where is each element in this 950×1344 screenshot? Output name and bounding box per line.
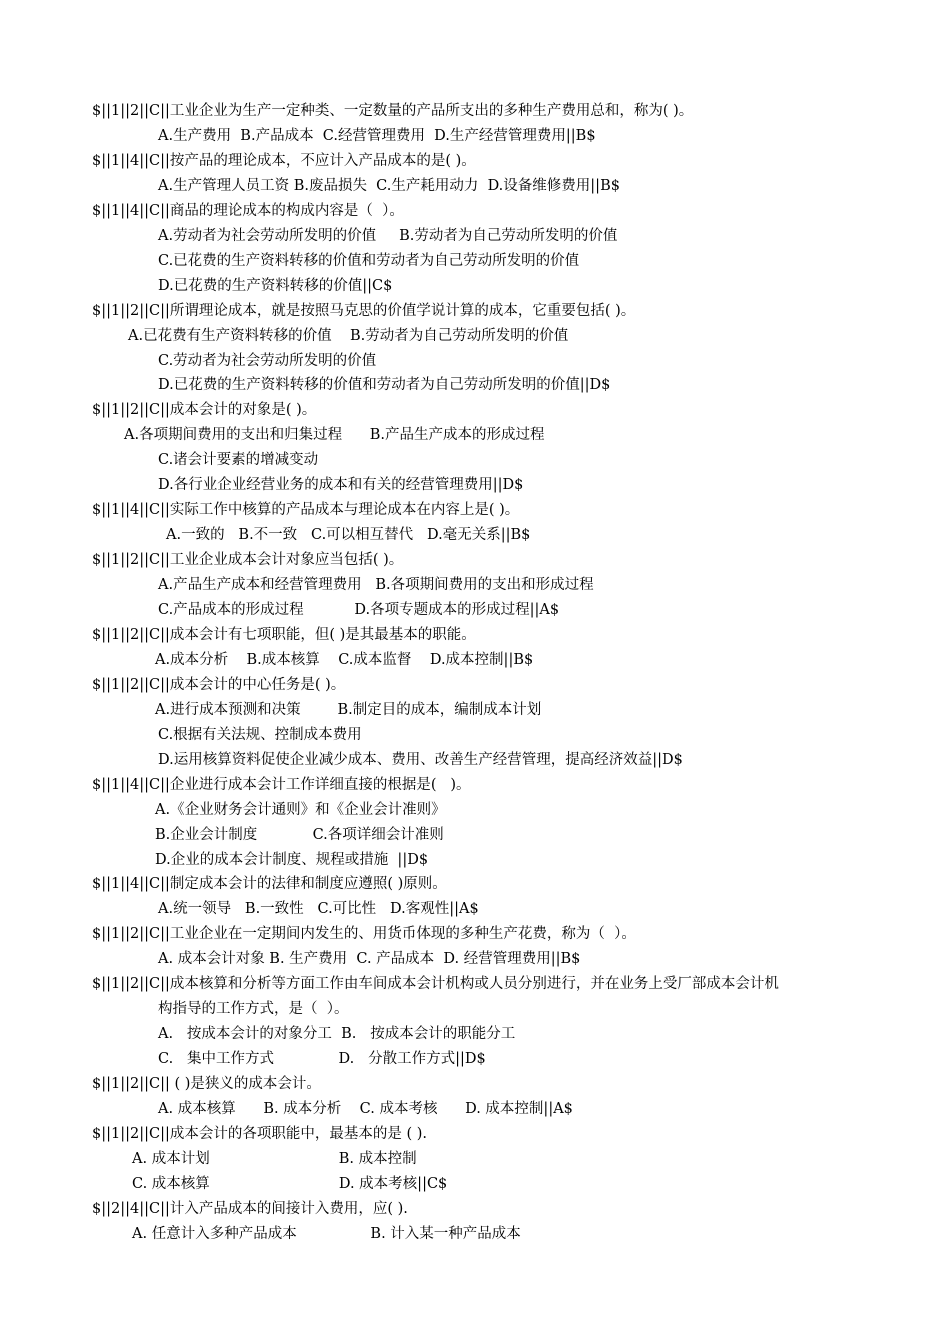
options-line: A.一致的 B.不一致 C.可以相互替代 D.毫无关系||B$ — [166, 527, 531, 544]
options-line: B.企业会计制度 C.各项详细会计准则 — [155, 826, 444, 843]
question-line: $||1||2||C||所谓理论成本，就是按照马克思的价值学说计算的成本，它重要包括( )。 — [92, 302, 636, 319]
options-line: D.企业的成本会计制度、规程或措施 ||D$ — [155, 851, 429, 868]
question-continuation-line: 构指导的工作方式，是（ ）。 — [158, 1001, 349, 1018]
question-line: $||1||4||C||企业进行成本会计工作详细直接的根据是( )。 — [92, 776, 471, 793]
question-line: $||1||4||C||商品的理论成本的构成内容是（ ）。 — [92, 202, 404, 219]
options-line: C.诸会计要素的增减变动 — [158, 452, 319, 469]
options-line: A.统一领导 B.一致性 C.可比性 D.客观性||A$ — [158, 901, 479, 918]
options-line: A. 成本计划 B. 成本控制 — [132, 1150, 417, 1167]
question-line: $||1||2||C|| ( )是狭义的成本会计。 — [92, 1076, 321, 1093]
options-line: C. 成本核算 D. 成本考核||C$ — [132, 1175, 448, 1192]
question-line: $||1||2||C||成本会计的中心任务是( )。 — [92, 676, 346, 693]
options-line: A. 成本会计对象 B. 生产费用 C. 产品成本 D. 经营管理费用||B$ — [158, 951, 581, 968]
question-line: $||1||2||C||成本会计的对象是( )。 — [92, 402, 317, 419]
options-line: C. 集中工作方式 D. 分散工作方式||D$ — [158, 1051, 486, 1068]
options-line: A. 任意计入多种产品成本 B. 计入某一种产品成本 — [132, 1225, 521, 1242]
options-line: D.已花费的生产资料转移的价值和劳动者为自己劳动所发明的价值||D$ — [158, 377, 611, 394]
options-line: A.产品生产成本和经营管理费用 B.各项期间费用的支出和形成过程 — [158, 577, 594, 594]
options-line: C.已花费的生产资料转移的价值和劳动者为自己劳动所发明的价值 — [158, 252, 580, 269]
options-line: A.已花费有生产资料转移的价值 B.劳动者为自己劳动所发明的价值 — [128, 327, 569, 344]
question-line: $||1||2||C||工业企业成本会计对象应当包括( )。 — [92, 552, 404, 569]
question-line: $||1||2||C||成本会计有七项职能，但( )是其最基本的职能。 — [92, 626, 476, 643]
options-line: C.产品成本的形成过程 D.各项专题成本的形成过程||A$ — [158, 602, 560, 618]
options-line: C.劳动者为社会劳动所发明的价值 — [158, 352, 377, 369]
question-line: $||1||4||C||按产品的理论成本，不应计入产品成本的是( )。 — [92, 152, 476, 169]
options-line: D.各行业企业经营业务的成本和有关的经营管理费用||D$ — [158, 477, 524, 494]
options-line: A.生产管理人员工资 B.废品损失 C.生产耗用动力 D.设备维修费用||B$ — [158, 177, 620, 194]
options-line: A.《企业财务会计通则》和《企业会计准则》 — [155, 801, 446, 818]
question-line: $||1||2||C||工业企业在一定期间内发生的、用货币体现的多种生产花费，称为（ ）。 — [92, 926, 636, 943]
question-line: $||1||2||C||工业企业为生产一定种类、一定数量的产品所支出的多种生产费用总和，称为( )。 — [92, 103, 694, 119]
options-line: D.已花费的生产资料转移的价值||C$ — [158, 277, 393, 294]
question-line: $||2||4||C||计入产品成本的间接计入费用，应( ). — [92, 1200, 408, 1217]
options-line: A.生产费用 B.产品成本 C.经营管理费用 D.生产经营管理费用||B$ — [158, 127, 596, 144]
question-line: $||1||2||C||成本会计的各项职能中，最基本的是 ( ). — [92, 1125, 427, 1142]
options-line: A.进行成本预测和决策 B.制定目的成本，编制成本计划 — [155, 701, 542, 718]
options-line: A. 成本核算 B. 成本分析 C. 成本考核 D. 成本控制||A$ — [158, 1101, 573, 1117]
options-line: C.根据有关法规、控制成本费用 — [158, 726, 362, 743]
options-line: A.各项期间费用的支出和归集过程 B.产品生产成本的形成过程 — [124, 427, 545, 444]
question-line: $||1||2||C||成本核算和分析等方面工作由车间成本会计机构或人员分别进行，并在业务上受厂部成本会计机 — [92, 976, 779, 993]
options-line: D.运用核算资料促使企业减少成本、费用、改善生产经营管理，提高经济效益||D$ — [158, 751, 683, 768]
question-line: $||1||4||C||制定成本会计的法律和制度应遵照( )原则。 — [92, 876, 447, 893]
options-line: A. 按成本会计的对象分工 B. 按成本会计的职能分工 — [158, 1026, 516, 1043]
options-line: A.劳动者为社会劳动所发明的价值 B.劳动者为自己劳动所发明的价值 — [158, 227, 618, 244]
options-line: A.成本分析 B.成本核算 C.成本监督 D.成本控制||B$ — [155, 651, 534, 668]
question-line: $||1||4||C||实际工作中核算的产品成本与理论成本在内容上是( )。 — [92, 502, 520, 519]
